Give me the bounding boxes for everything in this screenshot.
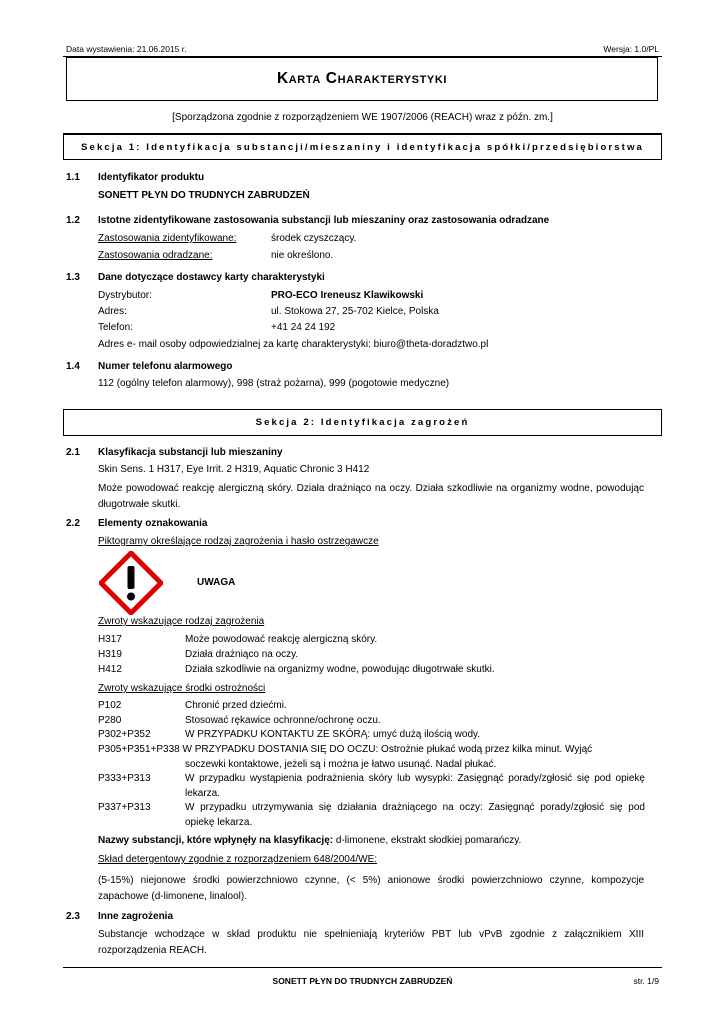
hazard-code: H412	[98, 664, 122, 675]
detergent-composition: (5-15%) niejonowe środki powierzchniowo czynne, (< 5%) anionowe środki powierzchniowo czynne, kompozycje zapachowe (d-limonene, linalool).	[98, 875, 644, 902]
signal-word: UWAGA	[197, 577, 236, 588]
precaution-code: P280	[98, 715, 122, 726]
precaution-code: P333+P313	[98, 773, 151, 784]
footer-product: SONETT PŁYN DO TRUDNYCH ZABRUDZEŃ	[272, 976, 453, 986]
identified-uses-value: środek czyszczący.	[271, 233, 357, 244]
phone-label: Telefon:	[98, 322, 134, 333]
classification-substances-label: Nazwy substancji, które wpłynęły na klasyfikację:	[98, 835, 334, 846]
hazard-text: Działa szkodliwie na organizmy wodne, powodując długotrwałe skutki.	[185, 664, 495, 675]
issue-date: Data wystawienia: 21.06.2015 r.	[66, 44, 187, 54]
distributor-label: Dystrybutor:	[98, 290, 152, 301]
section-1-3-title: Dane dotyczące dostawcy karty charakterystyki	[98, 272, 325, 283]
precautionary-heading: Zwroty wskazujące środki ostrożności	[98, 683, 266, 694]
section-2-heading: Sekcja 2: Identyfikacja zagrożeń	[63, 409, 662, 436]
distributor-value: PRO-ECO Ireneusz Klawikowski	[271, 290, 424, 301]
email-line: Adres e- mail osoby odpowiedzialnej za kartę charakterystyki: biuro@theta-doradztwo.pl	[98, 339, 489, 350]
section-1-4-title: Numer telefonu alarmowego	[98, 361, 233, 372]
detergent-heading: Skład detergentowy zgodnie z rozporządzeniem 648/2004/WE:	[98, 854, 378, 865]
identified-uses-label: Zastosowania zidentyfikowane:	[98, 233, 237, 244]
hazard-code: H319	[98, 649, 122, 660]
precaution-text: W PRZYPADKU KONTAKTU ZE SKÓRĄ: umyć dużą ilością wody.	[185, 729, 481, 740]
section-2-3-number: 2.3	[66, 911, 80, 922]
document-subtitle: [Sporządzona zgodnie z rozporządzeniem WE 1907/2006 (REACH) wraz z późn. zm.]	[172, 112, 553, 123]
product-name: SONETT PŁYN DO TRUDNYCH ZABRUDZEŃ	[98, 190, 310, 201]
precaution-code: P337+P313	[98, 802, 151, 813]
other-hazards-text: Substancje wchodzące w skład produktu nie spełnieniają kryteriów PBT lub vPvB zgodnie z załącznikiem XIII rozporządzenia REACH.	[98, 929, 644, 956]
advised-uses-value: nie określono.	[271, 250, 334, 261]
section-1-3-number: 1.3	[66, 272, 80, 283]
classification-substances	[98, 835, 521, 846]
section-2-2-title: Elementy oznakowania	[98, 518, 208, 529]
address-label: Adres:	[98, 306, 127, 317]
ghs07-exclamation-icon	[99, 551, 163, 615]
precaution-code: P302+P352	[98, 729, 151, 740]
classification-substances-value: d-limonene, ekstrakt słodkiej pomarańczy.	[333, 835, 522, 846]
section-1-4-number: 1.4	[66, 361, 80, 372]
precaution-text: Stosować rękawice ochronne/ochronę oczu.	[185, 715, 381, 726]
precaution-text: Chronić przed dziećmi.	[185, 700, 287, 711]
section-1-1-number: 1.1	[66, 172, 80, 183]
section-1-2-number: 1.2	[66, 215, 80, 226]
phone-value: +41 24 24 192	[271, 322, 336, 333]
address-value: ul. Stokowa 27, 25-702 Kielce, Polska	[271, 306, 439, 317]
section-1-1-title: Identyfikator produktu	[98, 172, 205, 183]
hazard-text: Działa drażniąco na oczy.	[185, 649, 299, 660]
precaution-text: W przypadku wystąpienia podrażnienia skóry lub wysypki: Zasięgnąć porady/zgłosić się pod opiekę lekarza.	[185, 773, 645, 799]
precaution-code: P102	[98, 700, 122, 711]
advised-uses-label: Zastosowania odradzane:	[98, 250, 213, 261]
section-2-3-title: Inne zagrożenia	[98, 911, 174, 922]
document-title: Karta Charakterystyki	[66, 57, 658, 101]
classification-description: Może powodować reakcję alergiczną skóry. Działa drażniąco na oczy. Działa szkodliwie na organizmy wodne, powodując długotrwałe skutki.	[98, 483, 644, 510]
hazard-code: H317	[98, 634, 122, 645]
section-1-2-title: Istotne zidentyfikowane zastosowania substancji lub mieszaniny oraz zastosowania odradzane	[98, 215, 550, 226]
section-1-heading: Sekcja 1: Identyfikacja substancji/mieszaniny i identyfikacja spółki/przedsiębiorstwa	[63, 133, 662, 160]
section-2-2-number: 2.2	[66, 518, 80, 529]
precaution-text: W przypadku utrzymywania się działania drażniącego na oczy: Zasięgnąć porady/zgłosić się pod opiekę lekarza.	[185, 802, 645, 828]
classification-codes: Skin Sens. 1 H317, Eye Irrit. 2 H319, Aquatic Chronic 3 H412	[98, 464, 370, 475]
footer-divider	[63, 967, 662, 968]
page-number: str. 1/9	[633, 976, 659, 986]
precaution-line: P305+P351+P338 W PRZYPADKU DOSTANIA SIĘ DO OCZU: Ostrożnie płukać wodą przez kilka minut. Wyjąć	[98, 744, 593, 755]
precaution-line: soczewki kontaktowe, jeżeli są i można je łatwo usunąć. Nadal płukać.	[185, 759, 497, 770]
version: Wersja: 1.0/PL	[603, 44, 659, 54]
section-2-1-title: Klasyfikacja substancji lub mieszaniny	[98, 447, 283, 458]
hazard-statements-heading: Zwroty wskazujące rodzaj zagrożenia	[98, 616, 265, 627]
hazard-text: Może powodować reakcję alergiczną skóry.	[185, 634, 378, 645]
section-2-1-number: 2.1	[66, 447, 80, 458]
pictogram-heading: Piktogramy określające rodzaj zagrożenia i hasło ostrzegawcze	[98, 536, 379, 547]
emergency-numbers: 112 (ogólny telefon alarmowy), 998 (straż pożarna), 999 (pogotowie medyczne)	[98, 378, 450, 389]
